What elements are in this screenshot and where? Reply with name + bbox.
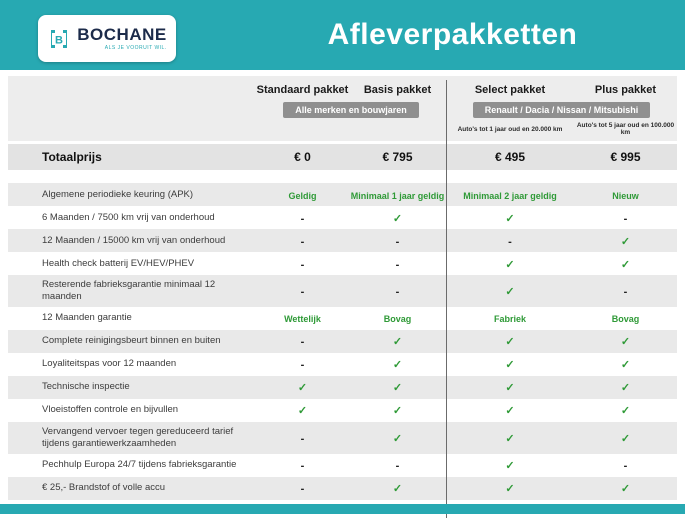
table-row bbox=[8, 399, 677, 422]
check-icon: ✓ bbox=[505, 405, 515, 418]
check-icon: ✓ bbox=[620, 432, 631, 445]
subtitle-plus: Auto's tot 5 jaar oud en 100.000 km bbox=[576, 122, 675, 136]
row-label: 6 Maanden / 7500 km vrij van onderhoud bbox=[42, 211, 215, 223]
check-icon: ✓ bbox=[620, 483, 631, 495]
dash-value: - bbox=[508, 235, 512, 248]
check-icon: ✓ bbox=[297, 382, 308, 395]
check-icon: ✓ bbox=[505, 212, 515, 225]
check-icon: ✓ bbox=[620, 405, 631, 418]
dash-value: - bbox=[300, 460, 305, 472]
badge-all-brands: Alle merken en bouwjaren bbox=[283, 102, 419, 118]
check-icon: ✓ bbox=[620, 382, 631, 395]
dash-value: - bbox=[300, 258, 305, 271]
check-icon: ✓ bbox=[505, 359, 515, 372]
check-icon: ✓ bbox=[392, 432, 403, 445]
brand-name: BOCHANE bbox=[77, 25, 167, 44]
col-header-plus: Plus pakket bbox=[594, 84, 657, 96]
check-icon: ✓ bbox=[297, 405, 308, 418]
table-header-band bbox=[8, 76, 677, 141]
price-basis: € 795 bbox=[382, 150, 413, 164]
price-standaard: € 0 bbox=[294, 150, 311, 164]
svg-text:B: B bbox=[55, 34, 64, 46]
check-icon: ✓ bbox=[392, 382, 403, 395]
price-select: € 495 bbox=[494, 150, 526, 164]
header bbox=[0, 0, 685, 70]
brand-tagline: ALS JE VOORUIT WIL. bbox=[104, 45, 167, 51]
table-row bbox=[8, 252, 677, 275]
check-icon: ✓ bbox=[392, 483, 403, 495]
dash-value: - bbox=[300, 212, 305, 225]
check-icon: ✓ bbox=[392, 359, 403, 372]
packages-table bbox=[8, 76, 677, 500]
table-row bbox=[8, 229, 677, 252]
dash-value: - bbox=[623, 285, 628, 298]
check-icon: ✓ bbox=[392, 212, 403, 225]
dash-value: - bbox=[300, 336, 305, 349]
dash-value: - bbox=[623, 460, 628, 472]
check-icon: ✓ bbox=[505, 258, 515, 271]
page-title: Afleverpakketten bbox=[327, 18, 578, 51]
row-label: Resterende fabrieksgarantie minimaal 12 maanden bbox=[42, 279, 216, 302]
table-row bbox=[8, 422, 677, 454]
dash-value: - bbox=[395, 235, 400, 248]
column-headers bbox=[8, 84, 677, 96]
text-value: Minimaal 1 jaar geldig bbox=[350, 190, 445, 201]
row-label: Pechhulp Europa 24/7 tijdens fabrieksgarantie bbox=[42, 459, 237, 471]
row-label: Loyaliteitspas voor 12 maanden bbox=[42, 358, 177, 370]
check-icon: ✓ bbox=[620, 258, 631, 271]
row-label: 12 Maanden / 15000 km vrij van onderhoud bbox=[42, 234, 226, 246]
text-value: Bovag bbox=[611, 314, 640, 325]
dash-value: - bbox=[300, 483, 305, 495]
subtitle-select: Auto's tot 1 jaar oud en 20.000 km bbox=[457, 125, 563, 133]
total-price-label: Totaalprijs bbox=[42, 150, 102, 164]
dash-value: - bbox=[395, 258, 400, 271]
footer-bar bbox=[0, 504, 685, 514]
table-row bbox=[8, 353, 677, 376]
text-value: Fabriek bbox=[493, 314, 526, 325]
table-row bbox=[8, 454, 677, 477]
col-header-select: Select pakket bbox=[474, 84, 546, 96]
column-divider bbox=[446, 80, 447, 518]
row-label: 12 Maanden garantie bbox=[42, 312, 132, 324]
check-icon: ✓ bbox=[505, 432, 515, 445]
dash-value: - bbox=[395, 460, 400, 472]
text-value: Bovag bbox=[383, 314, 412, 325]
bochane-logo bbox=[38, 15, 176, 62]
row-label: Complete reinigingsbeurt binnen en buiten bbox=[42, 335, 221, 347]
dash-value: - bbox=[623, 212, 628, 225]
check-icon: ✓ bbox=[392, 405, 403, 418]
check-icon: ✓ bbox=[505, 285, 515, 298]
check-icon: ✓ bbox=[505, 382, 515, 395]
badge-row bbox=[8, 102, 677, 118]
row-label: Vervangend vervoer tegen gereduceerd tarief tijdens garantiewerkzaamheden bbox=[42, 425, 234, 449]
table-row bbox=[8, 183, 677, 206]
badge-renault-group: Renault / Dacia / Nissan / Mitsubishi bbox=[473, 102, 651, 118]
row-label: Health check batterij EV/HEV/PHEV bbox=[42, 257, 195, 269]
text-value: Geldig bbox=[288, 190, 317, 201]
check-icon: ✓ bbox=[620, 336, 631, 349]
text-value: Nieuw bbox=[612, 190, 639, 201]
check-icon: ✓ bbox=[505, 483, 515, 495]
table-row bbox=[8, 376, 677, 399]
dash-value: - bbox=[300, 359, 305, 372]
total-price-row bbox=[8, 144, 677, 170]
bochane-logo-icon bbox=[47, 27, 71, 51]
dash-value: - bbox=[300, 432, 305, 445]
price-plus: € 995 bbox=[610, 150, 641, 164]
dash-value: - bbox=[300, 285, 305, 298]
dash-value: - bbox=[300, 235, 305, 248]
row-label: Vloeistoffen controle en bijvullen bbox=[42, 404, 179, 416]
text-value: Minimaal 2 jaar geldig bbox=[463, 190, 557, 201]
text-value: Wettelijk bbox=[284, 314, 321, 325]
check-icon: ✓ bbox=[505, 336, 515, 349]
table-row bbox=[8, 275, 677, 307]
check-icon: ✓ bbox=[505, 460, 515, 472]
table-row bbox=[8, 206, 677, 229]
table-row bbox=[8, 307, 677, 330]
row-label: Technische inspectie bbox=[42, 381, 130, 393]
check-icon: ✓ bbox=[392, 336, 403, 349]
row-label: € 25,- Brandstof of volle accu bbox=[42, 482, 166, 494]
table-row bbox=[8, 477, 677, 500]
table-row bbox=[8, 330, 677, 353]
dash-value: - bbox=[395, 285, 400, 298]
check-icon: ✓ bbox=[620, 359, 631, 372]
feature-rows bbox=[8, 183, 677, 500]
row-label: Algemene periodieke keuring (APK) bbox=[42, 188, 194, 200]
col-header-basis: Basis pakket bbox=[363, 84, 432, 96]
check-icon: ✓ bbox=[620, 235, 631, 248]
subtitle-row bbox=[8, 122, 677, 136]
col-header-standaard: Standaard pakket bbox=[256, 84, 349, 96]
